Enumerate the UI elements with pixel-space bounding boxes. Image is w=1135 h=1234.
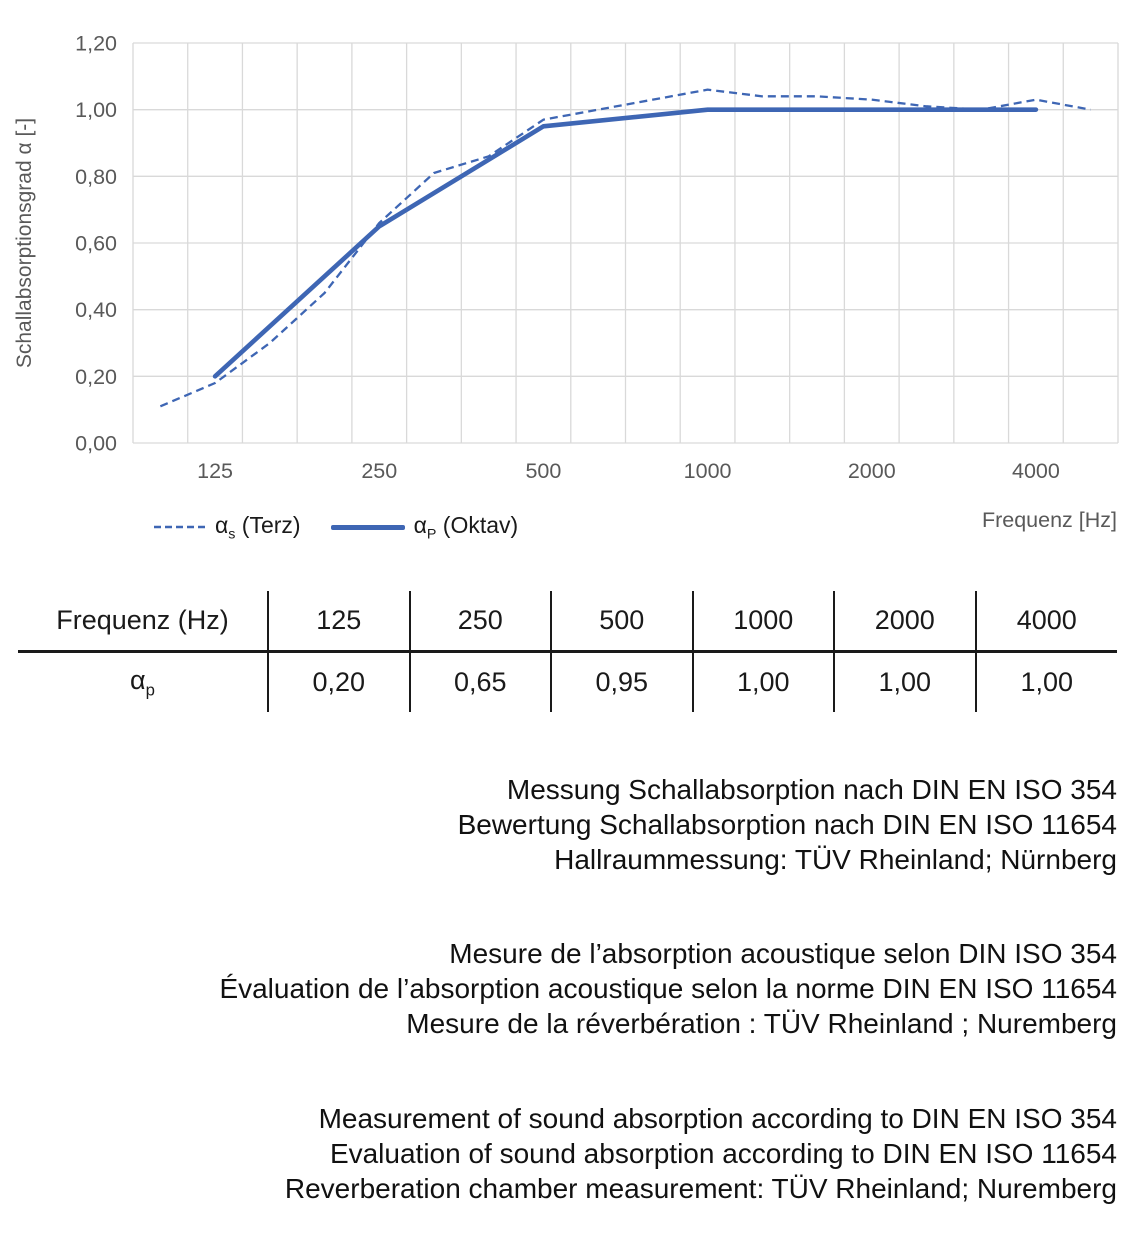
svg-text:1,00: 1,00	[75, 98, 117, 123]
svg-text:0,20: 0,20	[75, 364, 117, 389]
legend-label-terz: $\alpha_s$ (Terz)	[215, 512, 301, 543]
table-header-cell: 250	[410, 591, 552, 652]
solid-line-sample	[331, 525, 405, 530]
table-value-cell: 1,00	[834, 652, 976, 713]
svg-text:1,20: 1,20	[75, 31, 117, 56]
svg-text:0,00: 0,00	[75, 431, 117, 456]
table-value-cell: 0,95	[551, 652, 693, 713]
absorption-line-chart	[0, 0, 1135, 570]
table-value-cell: 0,65	[410, 652, 552, 713]
svg-text:Schallabsorptionsgrad α [-]: Schallabsorptionsgrad α [-]	[13, 117, 36, 369]
svg-text:Frequenz [Hz]: Frequenz [Hz]	[981, 508, 1117, 532]
note-line: Evaluation of sound absorption according to DIN EN ISO 11654	[329, 1138, 1117, 1169]
svg-text:4000: 4000	[1011, 459, 1060, 483]
note-line: Messung Schallabsorption nach DIN EN ISO 354	[506, 774, 1117, 805]
note-french	[18, 936, 1117, 1041]
table-value-cell: 0,20	[268, 652, 410, 713]
svg-text:0,40: 0,40	[75, 298, 117, 323]
note-line: Mesure de l’absorption acoustique selon DIN ISO 354	[449, 938, 1117, 969]
dashed-line-sample	[154, 524, 206, 530]
note-line: Reverberation chamber measurement: TÜV Rheinland; Nuremberg	[284, 1173, 1117, 1204]
note-line: Bewertung Schallabsorption nach DIN EN ISO 11654	[457, 809, 1117, 840]
svg-text:500: 500	[525, 459, 562, 483]
legend-item-terz	[154, 512, 301, 543]
svg-text:1000: 1000	[683, 459, 732, 483]
note-line: Measurement of sound absorption according to DIN EN ISO 354	[318, 1103, 1117, 1134]
table-value-row	[18, 652, 1117, 713]
svg-text:0,60: 0,60	[75, 231, 117, 256]
note-line: Mesure de la réverbération : TÜV Rheinland ; Nuremberg	[406, 1008, 1117, 1039]
svg-text:0,80: 0,80	[75, 164, 117, 189]
table-header-cell: 4000	[976, 591, 1118, 652]
alpha-p-table	[18, 591, 1117, 712]
legend-label-oktav: $\alpha_P$ (Oktav)	[413, 512, 519, 543]
chart-legend	[154, 512, 518, 543]
table-header-cell: 2000	[834, 591, 976, 652]
svg-text:125: 125	[197, 459, 234, 483]
table-value-cell: 1,00	[693, 652, 835, 713]
note-line: Hallraummessung: TÜV Rheinland; Nürnberg	[554, 844, 1117, 875]
svg-text:250: 250	[361, 459, 398, 483]
table-header-cell: 500	[551, 591, 693, 652]
note-german	[18, 772, 1117, 877]
table-value-cell: 1,00	[1020, 667, 1074, 697]
table-header-cell: Frequenz (Hz)	[18, 591, 268, 652]
table-header-cell: 125	[268, 591, 410, 652]
table-header-cell: 1000	[693, 591, 835, 652]
legend-item-oktav	[331, 512, 519, 543]
svg-text:2000: 2000	[847, 459, 896, 483]
note-line: Évaluation de l’absorption acoustique selon la norme DIN EN ISO 11654	[219, 973, 1117, 1004]
table-row-label: $\alpha_p$	[18, 652, 268, 713]
note-english	[18, 1101, 1117, 1206]
table-header-row	[18, 591, 1117, 652]
